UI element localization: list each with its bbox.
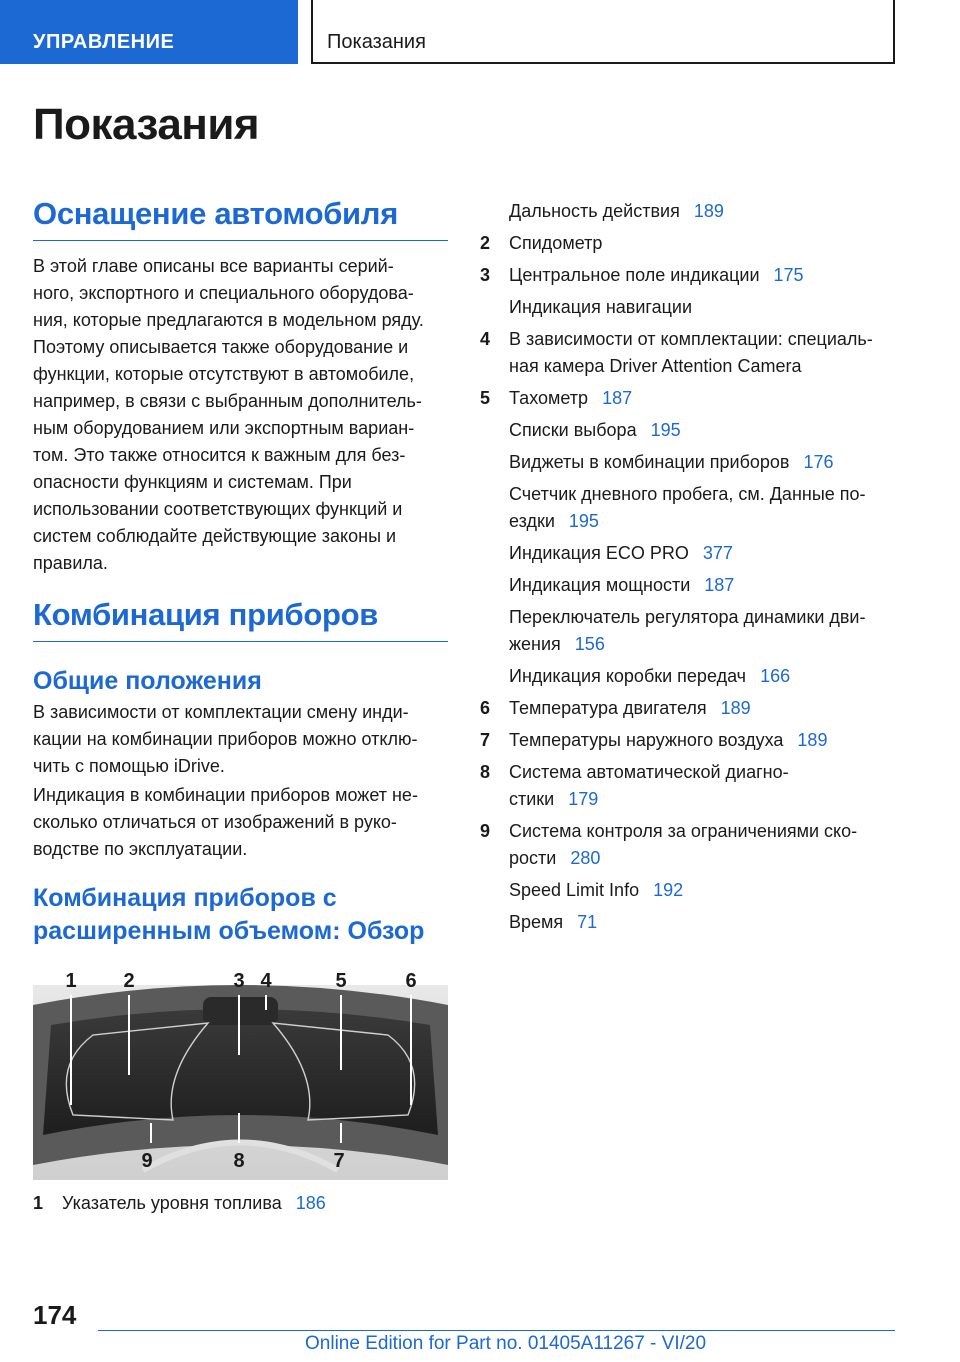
list-item-text: Температура двигателя bbox=[509, 698, 707, 718]
callout-6: 6 bbox=[405, 970, 417, 992]
section-tab bbox=[0, 0, 298, 64]
legend-list bbox=[480, 198, 900, 941]
list-item-text: Индикация навигации bbox=[509, 297, 692, 317]
page-reference-link[interactable]: 189 bbox=[693, 201, 724, 221]
list-item bbox=[480, 909, 900, 936]
text-line: опасности функциям и системам. При bbox=[33, 472, 352, 492]
list-item bbox=[480, 540, 900, 567]
list-item-text: Speed Limit Info bbox=[509, 880, 640, 900]
text-line: кации на комбинации приборов можно отклю- bbox=[33, 729, 418, 749]
instrument-cluster-illustration bbox=[33, 965, 448, 1180]
page-reference-link[interactable]: 175 bbox=[773, 265, 804, 285]
list-item-text: стики bbox=[509, 789, 555, 809]
list-item-number: 9 bbox=[480, 821, 491, 841]
list-item bbox=[480, 663, 900, 690]
page-reference-link[interactable]: 179 bbox=[568, 789, 599, 809]
list-item-text: ездки bbox=[509, 511, 555, 531]
subheading-overview-line1: Комбинация приборов с bbox=[33, 884, 337, 912]
list-item-number: 3 bbox=[480, 265, 491, 285]
list-item-text: Счетчик дневного пробега, см. Данные по- bbox=[509, 484, 866, 504]
page-reference-link[interactable]: 195 bbox=[650, 420, 681, 440]
list-item bbox=[480, 198, 900, 225]
list-item-number: 4 bbox=[480, 329, 491, 349]
list-item-number bbox=[480, 294, 509, 321]
list-item-text: Индикация мощности bbox=[509, 575, 691, 595]
callout-7: 7 bbox=[333, 1150, 345, 1172]
section-heading-equipment: Оснащение автомобиля bbox=[33, 196, 448, 241]
list-item bbox=[480, 481, 900, 535]
list-item-text: Указатель уровня топлива bbox=[62, 1193, 282, 1213]
page-reference-link[interactable]: 187 bbox=[704, 575, 735, 595]
list-item-text: Виджеты в комбинации приборов bbox=[509, 452, 790, 472]
page-reference-link[interactable]: 156 bbox=[574, 634, 605, 654]
list-item bbox=[480, 417, 900, 444]
page-reference-link[interactable]: 186 bbox=[295, 1193, 326, 1213]
page-reference-link[interactable]: 192 bbox=[653, 880, 684, 900]
list-item-number bbox=[480, 198, 509, 225]
list-item-text: В зависимости от комплектации: специаль- bbox=[509, 329, 873, 349]
chapter-tab bbox=[311, 0, 895, 64]
text-line: водстве по эксплуатации. bbox=[33, 839, 248, 859]
text-line: систем соблюдайте действующие законы и bbox=[33, 526, 397, 546]
list-item-text: Тахометр bbox=[509, 388, 589, 408]
list-item-number: 5 bbox=[480, 388, 491, 408]
page-reference-link[interactable]: 189 bbox=[797, 730, 828, 750]
page-reference-link[interactable]: 71 bbox=[577, 912, 598, 932]
list-item-number: 7 bbox=[480, 730, 491, 750]
page-reference-link[interactable]: 187 bbox=[602, 388, 633, 408]
page-reference-link[interactable]: 189 bbox=[720, 698, 751, 718]
list-item-number bbox=[480, 877, 509, 904]
text-line: В этой главе описаны все варианты серий- bbox=[33, 256, 394, 276]
text-line: функции, которые отсутствуют в автомобиле, bbox=[33, 364, 415, 384]
callout-8: 8 bbox=[233, 1150, 245, 1172]
list-item bbox=[480, 604, 900, 658]
footer-divider bbox=[98, 1330, 895, 1331]
text-line: Индикация в комбинации приборов может не- bbox=[33, 785, 418, 805]
list-item-text: Время bbox=[509, 912, 564, 932]
general-paragraph-2 bbox=[33, 782, 448, 863]
list-item-text: Температуры наружного воздуха bbox=[509, 730, 784, 750]
list-item-1 bbox=[33, 1190, 448, 1217]
list-item bbox=[480, 727, 900, 754]
list-item bbox=[480, 695, 900, 722]
list-item bbox=[480, 326, 900, 380]
page-reference-link[interactable]: 195 bbox=[568, 511, 599, 531]
list-item-number: 2 bbox=[480, 233, 491, 253]
list-item-text: Дальность действия bbox=[509, 201, 680, 221]
text-line: Поэтому описывается также оборудование и bbox=[33, 337, 409, 357]
subheading-overview-line2: расширенным объемом: Обзор bbox=[33, 917, 425, 945]
page-reference-link[interactable]: 377 bbox=[702, 543, 733, 563]
list-item-text: ная камера Driver Attention Camera bbox=[509, 356, 802, 376]
text-line: том. Это также относится к важным для без- bbox=[33, 445, 406, 465]
list-item-text: Центральное поле индикации bbox=[509, 265, 760, 285]
list-item bbox=[480, 818, 900, 872]
list-item-text: жения bbox=[509, 634, 561, 654]
general-paragraph-1 bbox=[33, 699, 448, 780]
list-item-text: рости bbox=[509, 848, 557, 868]
callout-3: 3 bbox=[233, 970, 245, 992]
list-item-text: Переключатель регулятора динамики дви- bbox=[509, 607, 866, 627]
list-item bbox=[480, 572, 900, 599]
list-item bbox=[480, 262, 900, 289]
list-item-number bbox=[480, 540, 509, 567]
equipment-paragraph bbox=[33, 253, 448, 577]
list-item-text: Система автоматической диагно- bbox=[509, 762, 789, 782]
list-item-number bbox=[480, 481, 509, 535]
chapter-label: Показания bbox=[327, 31, 426, 53]
text-line: чить с помощью iDrive. bbox=[33, 756, 225, 776]
section-heading-instrument-cluster: Комбинация приборов bbox=[33, 597, 448, 642]
page-title: Показания bbox=[33, 100, 260, 149]
list-item-number bbox=[480, 417, 509, 444]
list-item-number: 6 bbox=[480, 698, 491, 718]
callout-1: 1 bbox=[65, 970, 77, 992]
list-item-number: 8 bbox=[480, 762, 491, 782]
list-item bbox=[480, 759, 900, 813]
subheading-overview bbox=[33, 882, 453, 948]
callout-4: 4 bbox=[260, 970, 272, 992]
page-reference-link[interactable]: 176 bbox=[803, 452, 834, 472]
text-line: ным оборудованием или экспортным вариан- bbox=[33, 418, 415, 438]
text-line: сколько отличаться от изображений в руко- bbox=[33, 812, 397, 832]
callout-5: 5 bbox=[335, 970, 347, 992]
page-number: 174 bbox=[33, 1300, 77, 1330]
list-item-number bbox=[480, 909, 509, 936]
list-item-text: Индикация ECO PRO bbox=[509, 543, 689, 563]
list-item bbox=[480, 385, 900, 412]
list-item-text: Спидометр bbox=[509, 233, 603, 253]
list-item-text: Индикация коробки передач bbox=[509, 666, 747, 686]
callout-2: 2 bbox=[123, 970, 135, 992]
section-label: УПРАВЛЕНИЕ bbox=[33, 31, 175, 53]
list-item bbox=[480, 449, 900, 476]
list-item bbox=[480, 877, 900, 904]
text-line: В зависимости от комплектации смену инди- bbox=[33, 702, 409, 722]
page-reference-link[interactable]: 280 bbox=[570, 848, 601, 868]
list-item-text: Система контроля за ограничениями ско- bbox=[509, 821, 858, 841]
text-line: правила. bbox=[33, 553, 108, 573]
list-item-number: 1 bbox=[33, 1193, 44, 1213]
list-item-number bbox=[480, 572, 509, 599]
text-line: ния, которые предлагаются в модельном ряду. bbox=[33, 310, 424, 330]
subheading-general: Общие положения bbox=[33, 667, 262, 695]
page-reference-link[interactable]: 166 bbox=[760, 666, 791, 686]
list-item-number bbox=[480, 449, 509, 476]
list-item-number bbox=[480, 663, 509, 690]
list-item-text: Списки выбора bbox=[509, 420, 637, 440]
list-item bbox=[480, 230, 900, 257]
footer-edition: Online Edition for Part no. 01405A11267 - VI/20 bbox=[305, 1333, 707, 1354]
text-line: например, в связи с выбранным дополнитель- bbox=[33, 391, 422, 411]
text-line: использовании соответствующих функций и bbox=[33, 499, 403, 519]
text-line: ного, экспортного и специального оборудова- bbox=[33, 283, 414, 303]
callout-9: 9 bbox=[141, 1150, 153, 1172]
list-item bbox=[480, 294, 900, 321]
list-item-number bbox=[480, 604, 509, 658]
